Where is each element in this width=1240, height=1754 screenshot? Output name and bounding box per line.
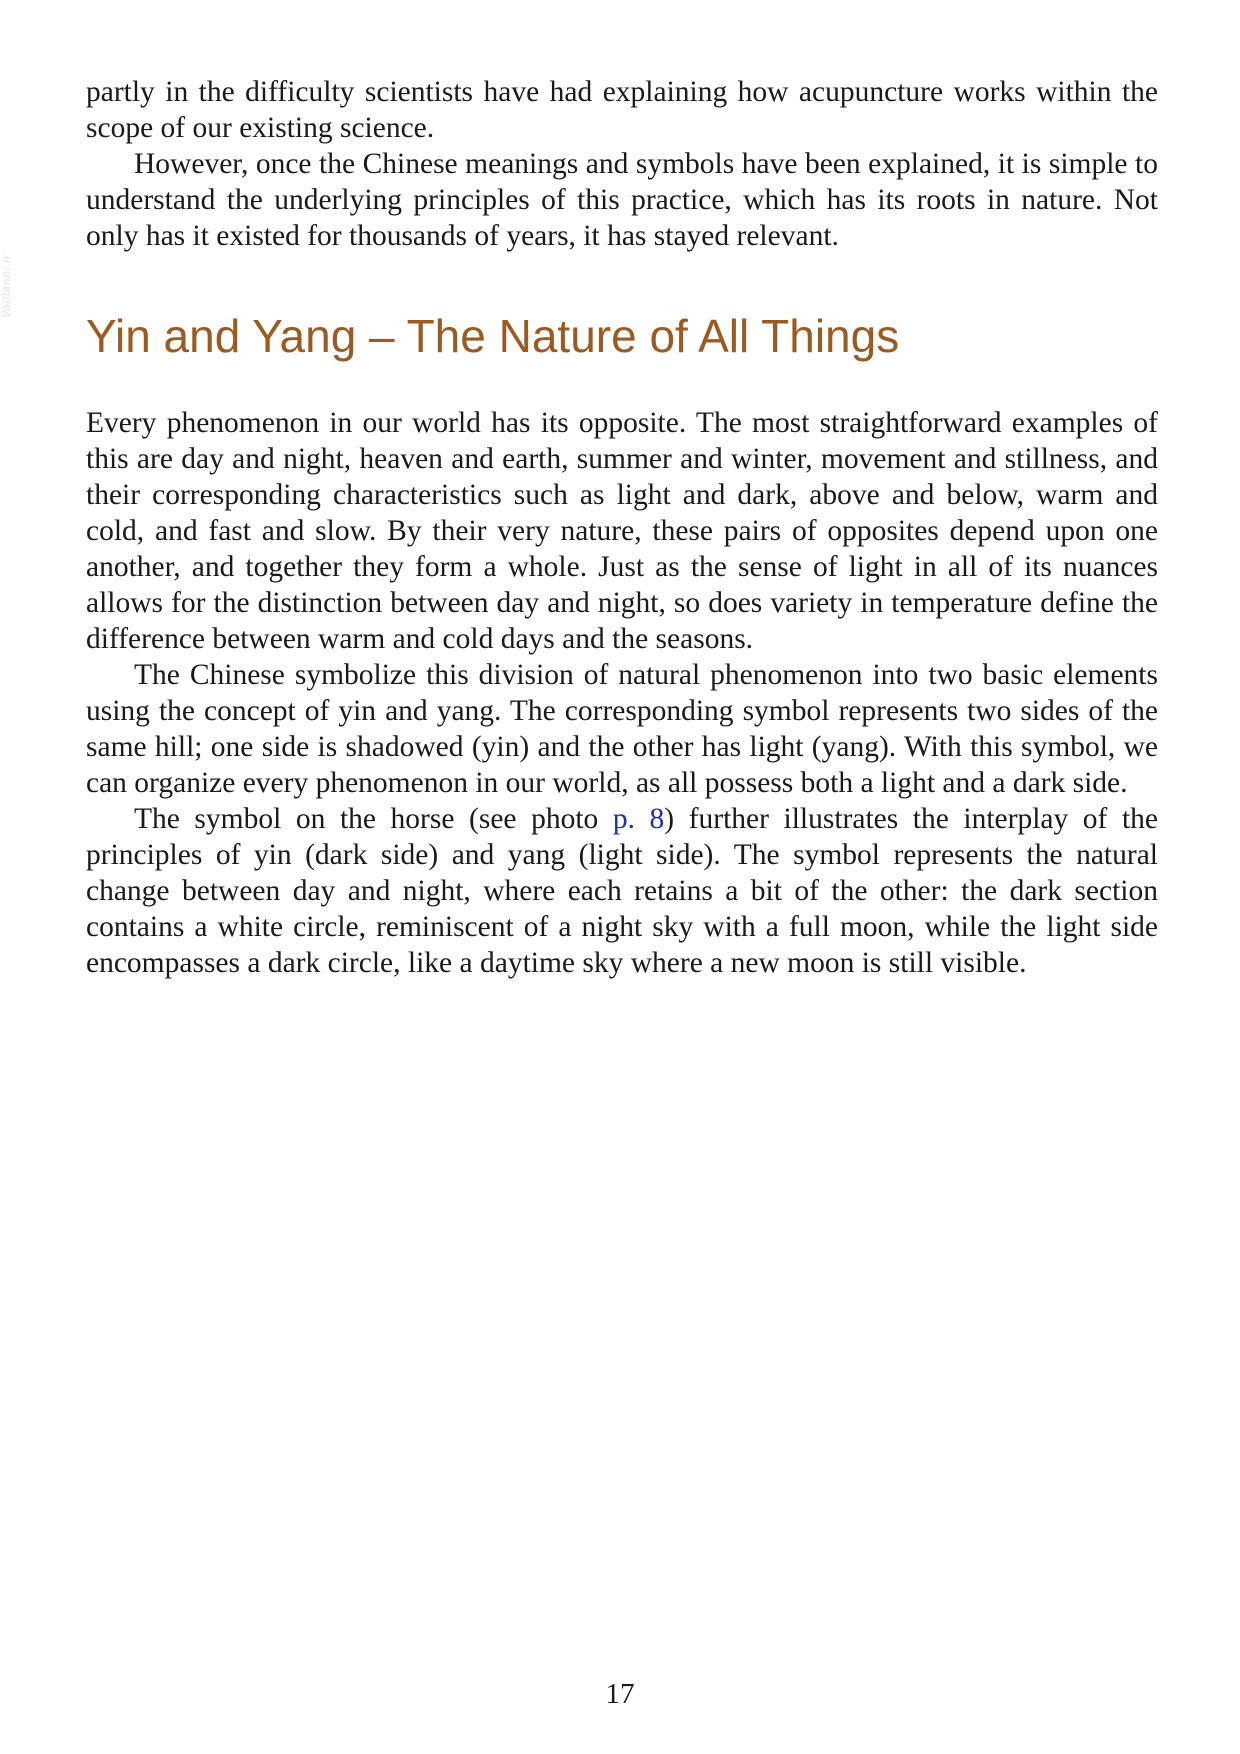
paragraph-continued: partly in the difficulty scientists have had explaining how acupuncture works within the scope of our existing science. bbox=[86, 76, 1158, 144]
page-number: 17 bbox=[605, 1678, 635, 1710]
photo-page-link[interactable]: p. 8 bbox=[612, 803, 665, 835]
watermark-text: Vaillanbi.ir bbox=[0, 254, 13, 318]
paragraph-horse-text-end: ) further illustrates the interplay of the principles of yin (dark side) and yang (light side). The symbol represents the natural change between day and night, where each retains a bit of the other: the dark section contains a white circle, reminiscent of a night sky with a full moon, while the light side encompasses a dark circle, like a daytime sky where a new moon is still visible. bbox=[86, 803, 1158, 979]
paragraph-phenomenon: Every phenomenon in our world has its opposite. The most straightforward examples of this are day and night, heaven and earth, summer and winter, movement and stillness, and their corresponding characteristics such as light and dark, above and below, warm and cold, and fast and slow. By their very nature, these pairs of opposites depend upon one another, and together they form a whole. Just as the sense of light in all of its nuances allows for the distinction between day and night, so does variety in temperature define the difference between warm and cold days and the seasons. bbox=[86, 407, 1158, 655]
paragraph-horse-symbol bbox=[86, 801, 1158, 981]
paragraph-chinese-symbolize: The Chinese symbolize this division of natural phenomenon into two basic elements using the concept of yin and yang. The corresponding symbol represents two sides of the same hill; one side is shadowed (yin) and the other has light (yang). With this symbol, we can organize every phenomenon in our world, as all possess both a light and a dark side. bbox=[86, 659, 1158, 799]
paragraph-however: However, once the Chinese meanings and symbols have been explained, it is simple to understand the underlying principles of this practice, which has its roots in nature. Not only has it existed for thousands of years, it has stayed relevant. bbox=[86, 148, 1158, 252]
paragraph-horse-text-start: The symbol on the horse (see photo bbox=[134, 803, 613, 835]
section-heading: Yin and Yang – The Nature of All Things bbox=[86, 310, 900, 362]
page-body bbox=[86, 74, 1158, 981]
